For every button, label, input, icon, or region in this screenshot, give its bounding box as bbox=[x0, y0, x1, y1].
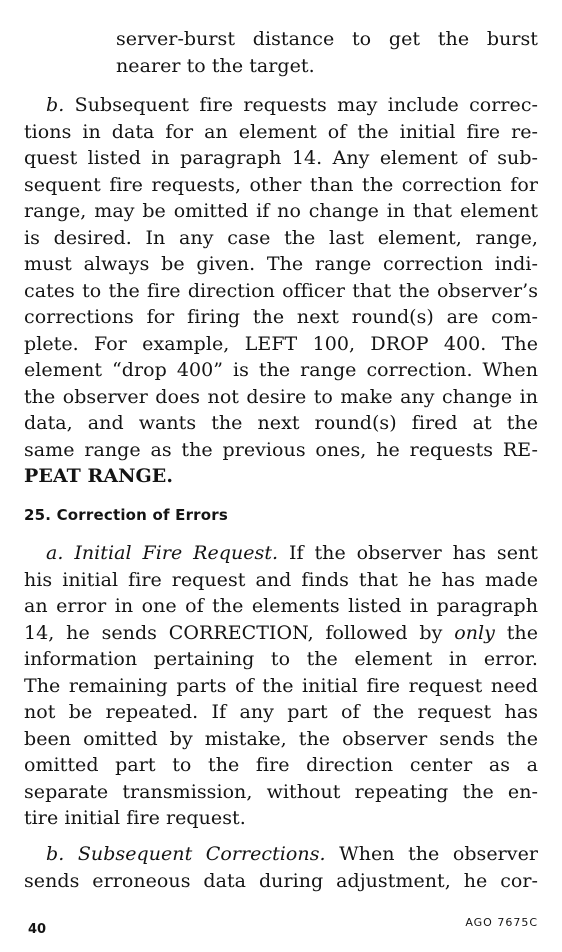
text-line: been omitted by mistake, the observer sends the bbox=[24, 727, 538, 750]
text-line: must always be given. The range correction indi- bbox=[24, 253, 538, 275]
paragraph-b bbox=[24, 92, 538, 490]
text-line: the observer does not desire to make any change in bbox=[24, 385, 538, 408]
text-line: The remaining parts of the initial fire request need bbox=[24, 674, 538, 697]
text-line: cates to the fire direction officer that the observer’s bbox=[24, 279, 538, 302]
text-line: same range as the previous ones, he requests RE- bbox=[24, 438, 538, 461]
text-line: data, and wants the next round(s) fired at the bbox=[24, 412, 538, 434]
text-fragment: Subsequent fire requests may include correc- bbox=[64, 94, 538, 116]
paragraph-marker: b. bbox=[46, 94, 65, 116]
text-line bbox=[24, 841, 538, 868]
text-line: separate transmission, without repeating the en- bbox=[24, 780, 538, 803]
text-line bbox=[24, 620, 538, 647]
paragraph-marker: b. bbox=[46, 843, 65, 865]
text-line: nearer to the target. bbox=[116, 54, 315, 77]
text-fragment: If the observer has sent bbox=[278, 542, 538, 564]
text-line: his initial fire request and finds that he has made bbox=[24, 568, 538, 591]
text-line bbox=[24, 92, 538, 119]
text-line: quest listed in paragraph 14. Any element of sub- bbox=[24, 147, 538, 169]
text-line: an error in one of the elements listed in paragraph bbox=[24, 595, 538, 617]
text-line: range, may be omitted if no change in that element bbox=[24, 200, 538, 222]
text-line: tire initial fire request. bbox=[24, 807, 246, 829]
text-line: not be repeated. If any part of the request has bbox=[24, 701, 538, 723]
page-number: 40 bbox=[28, 922, 47, 937]
paragraph-marker: a. bbox=[46, 542, 64, 564]
document-code: AGO 7675C bbox=[465, 916, 538, 929]
section-heading: 25. Correction of Errors bbox=[24, 506, 229, 524]
emphasis-text: only bbox=[454, 621, 495, 644]
paragraph-b-corrections bbox=[24, 841, 538, 894]
text-line: element “drop 400” is the range correction. When bbox=[24, 359, 538, 381]
text-line: is desired. In any case the last element, range, bbox=[24, 226, 538, 249]
text-fragment: When the observer bbox=[325, 843, 538, 865]
paragraph-title: Subsequent Corrections. bbox=[77, 843, 326, 865]
text-line: PEAT RANGE. bbox=[24, 465, 173, 487]
text-line: plete. For example, LEFT 100, DROP 400. The bbox=[24, 332, 538, 355]
text-line: omitted part to the fire direction center as a bbox=[24, 754, 538, 776]
text-fragment: the bbox=[494, 621, 538, 644]
text-line: sequent fire requests, other than the correction for bbox=[24, 173, 538, 196]
text-line: sends erroneous data during adjustment, he cor- bbox=[24, 869, 538, 892]
paragraph-title: Initial Fire Request. bbox=[74, 542, 279, 564]
paragraph-a bbox=[24, 540, 538, 832]
text-line: tions in data for an element of the initial fire re- bbox=[24, 120, 538, 143]
text-line: corrections for firing the next round(s) are com- bbox=[24, 306, 538, 328]
text-line bbox=[24, 540, 538, 567]
text-line: server-burst distance to get the burst bbox=[116, 28, 538, 50]
text-fragment: 14, he sends CORRECTION, followed by bbox=[24, 621, 455, 644]
continuation-paragraph bbox=[24, 26, 538, 79]
text-line: information pertaining to the element in error. bbox=[24, 648, 538, 670]
